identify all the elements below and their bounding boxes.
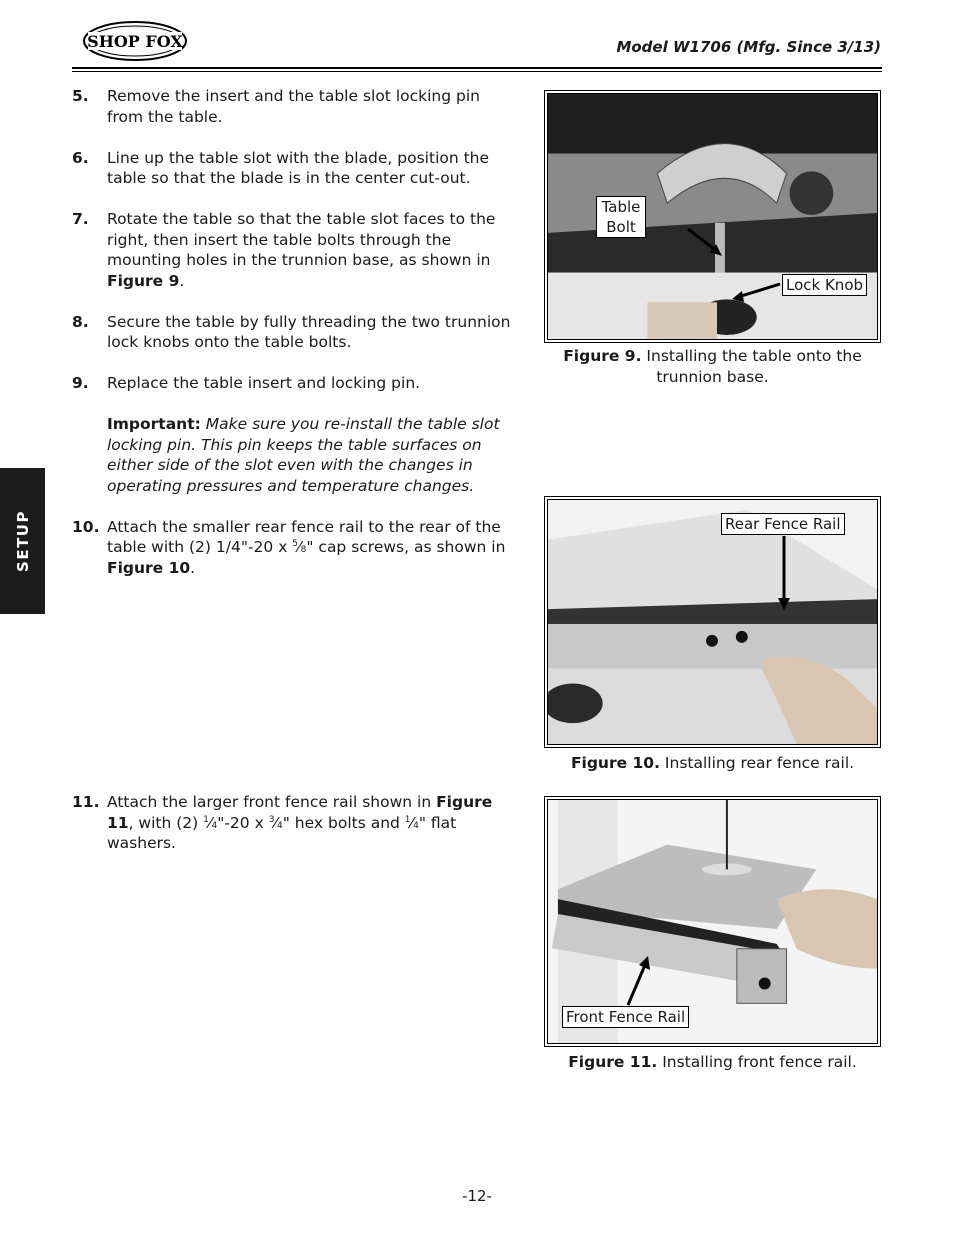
model-header: Model W1706 (Mfg. Since 3/13) [616, 38, 881, 56]
figure-10-photo [544, 496, 881, 748]
instructions [72, 86, 518, 599]
svg-text:· · · · ·: · · · · · [129, 25, 141, 30]
figure-11-photo [544, 796, 881, 1047]
figure-10-ref: Figure 10 [107, 558, 191, 577]
step-9: 9. Replace the table insert and locking pin. [72, 374, 421, 392]
important-label: Important: [107, 415, 201, 433]
figure-10-caption: Figure 10. Installing rear fence rail. [570, 754, 855, 772]
step-7: 7. Rotate the table so that the table slot faces to the right, then insert the table bolts through the mounting holes in the trunnion base, as shown in Figure 9. [72, 210, 496, 290]
important-text: Make sure you re-install the table slot locking pin. This pin keeps the table surfaces on either side of the slot even with the changes in operating pressures and temperature changes. [107, 415, 500, 495]
callout-lock-knob: Lock Knob [782, 274, 867, 296]
instructions-lower [72, 792, 518, 874]
header-rule [72, 67, 882, 69]
section-tab-label: SETUP [13, 510, 32, 572]
page-number: -12- [462, 1187, 492, 1205]
logo-text: SHOP FOX [87, 32, 183, 51]
section-tab [0, 468, 45, 614]
callout-table-bolt: Table Bolt [596, 196, 646, 238]
callout-front-fence-rail: Front Fence Rail [562, 1006, 689, 1028]
figure-9-ref: Figure 9 [107, 271, 180, 290]
figure-11-ref: Figure 11 [107, 793, 493, 832]
step-11: 11. Attach the larger front fence rail shown in Figure 11, with (2) $^1$⁄4"-20 x $^3$⁄4" hex bolts and $^1$⁄4" flat washers. [72, 793, 493, 852]
figure-9-caption: Figure 9. Installing the table onto the trunnion base. [563, 347, 862, 386]
step-5: 5. Remove the insert and the table slot locking pin from the table. [72, 87, 480, 126]
step-6: 6. Line up the table slot with the blade, position the table so that the blade is in the center cut-out. [72, 148, 490, 187]
figure-9-photo [544, 90, 881, 343]
figure-11-caption: Figure 11. Installing front fence rail. [568, 1053, 857, 1071]
callout-rear-fence-rail: Rear Fence Rail [721, 513, 845, 535]
step-10: 10. Attach the smaller rear fence rail to the rear of the table with (2) 1/4"-20 x $^5$⁄8" cap screws, as shown in Figure 10. [72, 517, 506, 577]
important-note [72, 414, 518, 496]
shop-fox-logo [82, 20, 188, 62]
header-rule-thin [72, 71, 882, 72]
step-8: 8. Secure the table by fully threading the two trunnion lock knobs onto the table bolts. [72, 312, 511, 351]
